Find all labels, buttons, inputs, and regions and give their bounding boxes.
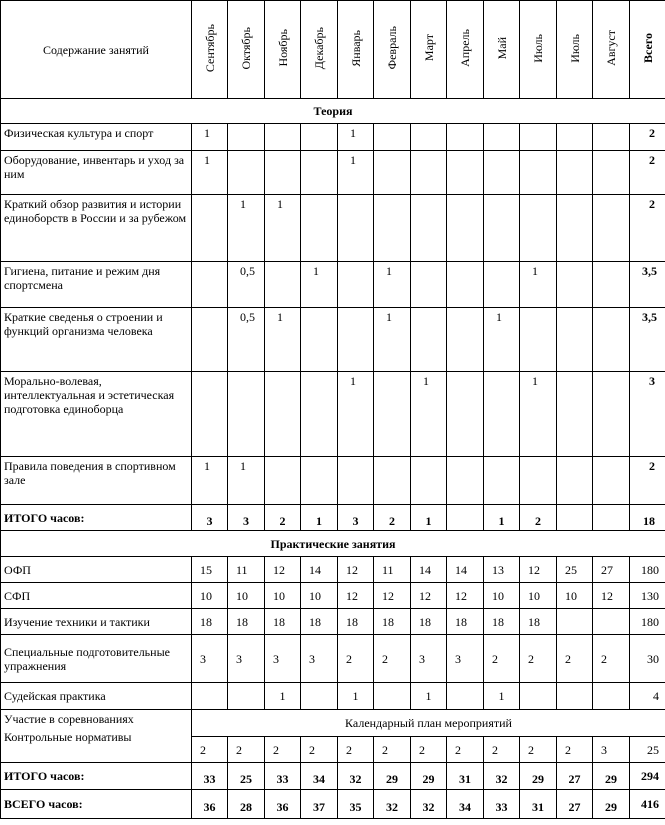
theory-title: Теория bbox=[1, 99, 665, 124]
table-row bbox=[1, 583, 665, 609]
cell-value: 2 bbox=[374, 737, 411, 763]
cell-value bbox=[228, 683, 265, 710]
table-row bbox=[1, 609, 665, 635]
cell-value: 18 bbox=[338, 609, 374, 635]
cell-value bbox=[301, 195, 338, 262]
cell-value bbox=[228, 124, 265, 151]
cell-value bbox=[520, 683, 557, 710]
month-header bbox=[374, 1, 411, 99]
cell-value: 3 bbox=[265, 635, 301, 683]
itogo-total: 18 bbox=[630, 505, 665, 531]
cell-value bbox=[411, 151, 447, 195]
table-row bbox=[1, 262, 665, 308]
cell-value bbox=[301, 151, 338, 195]
cell-value: 1 bbox=[338, 683, 374, 710]
itogo-value: 27 bbox=[557, 763, 593, 790]
cell-value: 1 bbox=[338, 372, 374, 457]
cell-value bbox=[301, 457, 338, 505]
month-label: Июль bbox=[567, 33, 582, 63]
theory-itogo-row bbox=[1, 505, 665, 531]
cell-value bbox=[411, 124, 447, 151]
cell-value bbox=[192, 683, 228, 710]
vsego-label: ВСЕГО часов: bbox=[1, 790, 192, 819]
row-total: 130 bbox=[630, 583, 665, 609]
cell-value bbox=[593, 683, 630, 710]
row-total: 3 bbox=[630, 372, 665, 457]
cell-value: 2 bbox=[265, 737, 301, 763]
cell-value bbox=[593, 151, 630, 195]
row-label: Специальные подготовительные упражнения bbox=[1, 635, 192, 683]
itogo-value: 29 bbox=[593, 763, 630, 790]
cell-value bbox=[520, 195, 557, 262]
cell-value: 10 bbox=[520, 583, 557, 609]
cell-value: 2 bbox=[557, 635, 593, 683]
itogo-value bbox=[557, 505, 593, 531]
cell-value: 2 bbox=[520, 635, 557, 683]
cell-value: 2 bbox=[520, 737, 557, 763]
total-header bbox=[630, 1, 665, 99]
cell-value bbox=[192, 262, 228, 308]
total-label: Всего bbox=[640, 33, 655, 63]
cell-value bbox=[447, 457, 484, 505]
itogo-value: 33 bbox=[265, 763, 301, 790]
cell-value bbox=[265, 457, 301, 505]
cell-value: 18 bbox=[374, 609, 411, 635]
cell-value: 1 bbox=[338, 124, 374, 151]
row-label: Правила поведения в спортивном зале bbox=[1, 457, 192, 505]
cell-value: 18 bbox=[520, 609, 557, 635]
cell-value: 14 bbox=[411, 557, 447, 583]
month-label: Апрель bbox=[458, 29, 472, 67]
cell-value bbox=[265, 151, 301, 195]
cell-value: 18 bbox=[265, 609, 301, 635]
vsego-value: 28 bbox=[228, 790, 265, 819]
cell-value: 2 bbox=[374, 635, 411, 683]
itogo-label: ИТОГО часов: bbox=[1, 505, 192, 531]
row-total: 25 bbox=[630, 737, 665, 763]
row-label: Морально-волевая, интеллектуальная и эстетическая подготовка единоборца bbox=[1, 372, 192, 457]
cell-value bbox=[374, 124, 411, 151]
vsego-value: 37 bbox=[301, 790, 338, 819]
cell-value bbox=[411, 195, 447, 262]
cell-value bbox=[557, 308, 593, 372]
cell-value: 10 bbox=[228, 583, 265, 609]
cell-value: 1 bbox=[374, 262, 411, 308]
cell-value bbox=[484, 262, 520, 308]
month-header bbox=[484, 1, 520, 99]
cell-value: 18 bbox=[228, 609, 265, 635]
header-row bbox=[1, 1, 665, 99]
itogo-value: 31 bbox=[447, 763, 484, 790]
cell-value bbox=[593, 308, 630, 372]
row-label: Краткий обзор развития и истории единоборств в России и за рубежом bbox=[1, 195, 192, 262]
cell-value: 2 bbox=[228, 737, 265, 763]
cell-value: 1 bbox=[484, 308, 520, 372]
cell-value: 25 bbox=[557, 557, 593, 583]
cell-value bbox=[447, 372, 484, 457]
row-total: 180 bbox=[630, 609, 665, 635]
table-row bbox=[1, 195, 665, 262]
cell-value bbox=[374, 372, 411, 457]
vsego-value: 36 bbox=[192, 790, 228, 819]
cell-value: 2 bbox=[593, 635, 630, 683]
cell-value bbox=[520, 457, 557, 505]
row-label: СФП bbox=[1, 583, 192, 609]
row-total: 3,5 bbox=[630, 262, 665, 308]
cell-value bbox=[265, 124, 301, 151]
cell-value: 11 bbox=[228, 557, 265, 583]
vsego-value: 34 bbox=[447, 790, 484, 819]
row-label: Судейская практика bbox=[1, 683, 192, 710]
month-label: Август bbox=[604, 30, 618, 66]
cell-value: 10 bbox=[557, 583, 593, 609]
itogo-value: 1 bbox=[484, 505, 520, 531]
cell-value bbox=[338, 262, 374, 308]
row-label: Изучение техники и тактики bbox=[1, 609, 192, 635]
cell-value: 12 bbox=[593, 583, 630, 609]
itogo-value: 3 bbox=[228, 505, 265, 531]
itogo-value: 33 bbox=[192, 763, 228, 790]
cell-value: 1 bbox=[484, 683, 520, 710]
month-header bbox=[447, 1, 484, 99]
cell-value bbox=[374, 683, 411, 710]
cell-value bbox=[557, 609, 593, 635]
cell-value: 18 bbox=[484, 609, 520, 635]
month-label: Май bbox=[494, 36, 509, 60]
row-total: 2 bbox=[630, 124, 665, 151]
table-row bbox=[1, 635, 665, 683]
month-header bbox=[265, 1, 301, 99]
cell-value bbox=[374, 195, 411, 262]
cell-value bbox=[192, 195, 228, 262]
cell-value: 18 bbox=[411, 609, 447, 635]
cell-value bbox=[411, 308, 447, 372]
vsego-value: 29 bbox=[593, 790, 630, 819]
cell-value bbox=[484, 195, 520, 262]
itogo-value bbox=[593, 505, 630, 531]
vsego-value: 27 bbox=[557, 790, 593, 819]
cell-value: 0,5 bbox=[228, 262, 265, 308]
competitions-row bbox=[1, 710, 665, 737]
itogo-value: 3 bbox=[338, 505, 374, 531]
theory-section-row bbox=[1, 99, 665, 124]
itogo-value: 2 bbox=[520, 505, 557, 531]
cell-value: 1 bbox=[192, 151, 228, 195]
cell-value bbox=[484, 457, 520, 505]
month-label: Октябрь bbox=[239, 26, 253, 70]
row-total: 3,5 bbox=[630, 308, 665, 372]
cell-value bbox=[557, 151, 593, 195]
cell-value: 12 bbox=[520, 557, 557, 583]
cell-value bbox=[520, 124, 557, 151]
control-norms-label: Контрольные нормативы bbox=[4, 730, 132, 744]
cell-value bbox=[265, 372, 301, 457]
cell-value bbox=[593, 195, 630, 262]
row-label: Краткие сведенья о строении и функций организма человека bbox=[1, 308, 192, 372]
vsego-total: 416 bbox=[630, 790, 665, 819]
cell-value: 12 bbox=[338, 583, 374, 609]
competitions-label: Участие в соревнованиях bbox=[4, 712, 134, 726]
row-total: 4 bbox=[630, 683, 665, 710]
row-total: 30 bbox=[630, 635, 665, 683]
cell-value: 10 bbox=[192, 583, 228, 609]
cell-value: 1 bbox=[520, 372, 557, 457]
cell-value: 2 bbox=[557, 737, 593, 763]
table-row bbox=[1, 557, 665, 583]
cell-value: 1 bbox=[228, 457, 265, 505]
cell-value: 2 bbox=[411, 737, 447, 763]
itogo-value: 32 bbox=[338, 763, 374, 790]
cell-value bbox=[447, 124, 484, 151]
cell-value bbox=[593, 124, 630, 151]
cell-value: 14 bbox=[301, 557, 338, 583]
cell-value bbox=[338, 308, 374, 372]
cell-value bbox=[301, 683, 338, 710]
vsego-value: 32 bbox=[374, 790, 411, 819]
cell-value: 15 bbox=[192, 557, 228, 583]
cell-value: 12 bbox=[447, 583, 484, 609]
month-header bbox=[228, 1, 265, 99]
cell-value: 1 bbox=[301, 262, 338, 308]
cell-value bbox=[593, 457, 630, 505]
cell-value: 2 bbox=[447, 737, 484, 763]
itogo-value: 2 bbox=[374, 505, 411, 531]
cell-value: 1 bbox=[411, 372, 447, 457]
cell-value: 1 bbox=[411, 683, 447, 710]
cell-value: 14 bbox=[447, 557, 484, 583]
vsego-value: 31 bbox=[520, 790, 557, 819]
cell-value bbox=[557, 683, 593, 710]
cell-value: 2 bbox=[484, 737, 520, 763]
cell-value: 12 bbox=[374, 583, 411, 609]
cell-value bbox=[593, 262, 630, 308]
cell-value: 2 bbox=[301, 737, 338, 763]
cell-value bbox=[557, 124, 593, 151]
cell-value: 3 bbox=[593, 737, 630, 763]
cell-value bbox=[228, 151, 265, 195]
cell-value: 3 bbox=[192, 635, 228, 683]
cell-value: 1 bbox=[228, 195, 265, 262]
cell-value: 18 bbox=[192, 609, 228, 635]
cell-value: 3 bbox=[301, 635, 338, 683]
itogo-value: 25 bbox=[228, 763, 265, 790]
table-row bbox=[1, 372, 665, 457]
cell-value bbox=[447, 308, 484, 372]
cell-value bbox=[411, 457, 447, 505]
cell-value: 10 bbox=[265, 583, 301, 609]
cell-value bbox=[557, 457, 593, 505]
row-total: 180 bbox=[630, 557, 665, 583]
table-row bbox=[1, 683, 665, 710]
cell-value bbox=[593, 372, 630, 457]
cell-value: 27 bbox=[593, 557, 630, 583]
cell-value: 18 bbox=[447, 609, 484, 635]
month-header bbox=[411, 1, 447, 99]
table-row bbox=[1, 124, 665, 151]
cell-value bbox=[192, 372, 228, 457]
cell-value: 1 bbox=[374, 308, 411, 372]
table-row bbox=[1, 151, 665, 195]
cell-value: 1 bbox=[192, 124, 228, 151]
cell-value: 0,5 bbox=[228, 308, 265, 372]
row-label: Оборудование, инвентарь и уход за ним bbox=[1, 151, 192, 195]
practice-title: Практические занятия bbox=[1, 531, 665, 557]
vsego-value: 36 bbox=[265, 790, 301, 819]
itogo-total: 294 bbox=[630, 763, 665, 790]
cell-value bbox=[557, 195, 593, 262]
cell-value: 1 bbox=[520, 262, 557, 308]
cell-value bbox=[447, 683, 484, 710]
row-label: ОФП bbox=[1, 557, 192, 583]
month-label: Июль bbox=[531, 33, 545, 63]
calendar-plan: Календарный план мероприятий bbox=[192, 710, 665, 737]
month-label: Сентябрь bbox=[202, 23, 217, 73]
cell-value bbox=[520, 151, 557, 195]
itogo-value: 29 bbox=[520, 763, 557, 790]
practice-section-row bbox=[1, 531, 665, 557]
cell-value bbox=[520, 308, 557, 372]
row-label: Гигиена, питание и режим дня спортсмена bbox=[1, 262, 192, 308]
month-header bbox=[557, 1, 593, 99]
cell-value bbox=[374, 457, 411, 505]
month-label: Январь bbox=[348, 29, 363, 67]
cell-value bbox=[484, 372, 520, 457]
cell-value bbox=[447, 262, 484, 308]
content-header: Содержание занятий bbox=[1, 1, 192, 99]
row-total: 2 bbox=[630, 151, 665, 195]
cell-value bbox=[411, 262, 447, 308]
cell-value: 18 bbox=[301, 609, 338, 635]
row-total: 2 bbox=[630, 457, 665, 505]
vsego-value: 33 bbox=[484, 790, 520, 819]
cell-value: 3 bbox=[411, 635, 447, 683]
cell-value bbox=[338, 195, 374, 262]
cell-value bbox=[557, 372, 593, 457]
cell-value: 2 bbox=[192, 737, 228, 763]
cell-value: 12 bbox=[411, 583, 447, 609]
table-row bbox=[1, 457, 665, 505]
cell-value bbox=[338, 457, 374, 505]
cell-value bbox=[447, 151, 484, 195]
row-total: 2 bbox=[630, 195, 665, 262]
itogo-value: 3 bbox=[192, 505, 228, 531]
cell-value: 3 bbox=[447, 635, 484, 683]
itogo-value: 29 bbox=[411, 763, 447, 790]
cell-value bbox=[484, 151, 520, 195]
itogo-label: ИТОГО часов: bbox=[1, 763, 192, 790]
vsego-value: 32 bbox=[411, 790, 447, 819]
month-header bbox=[301, 1, 338, 99]
cell-value: 3 bbox=[228, 635, 265, 683]
competitions-label-cell bbox=[1, 710, 192, 763]
practice-itogo-row bbox=[1, 763, 665, 790]
cell-value: 1 bbox=[265, 308, 301, 372]
itogo-value: 32 bbox=[484, 763, 520, 790]
cell-value bbox=[228, 372, 265, 457]
cell-value bbox=[593, 609, 630, 635]
cell-value: 12 bbox=[338, 557, 374, 583]
practice-vsego-row bbox=[1, 790, 665, 819]
cell-value: 1 bbox=[265, 683, 301, 710]
cell-value: 10 bbox=[484, 583, 520, 609]
cell-value bbox=[301, 372, 338, 457]
cell-value: 1 bbox=[192, 457, 228, 505]
month-header bbox=[192, 1, 228, 99]
cell-value bbox=[265, 262, 301, 308]
itogo-value bbox=[447, 505, 484, 531]
itogo-value: 1 bbox=[411, 505, 447, 531]
vsego-value: 35 bbox=[338, 790, 374, 819]
cell-value bbox=[484, 124, 520, 151]
cell-value: 10 bbox=[301, 583, 338, 609]
table-row bbox=[1, 308, 665, 372]
cell-value: 2 bbox=[338, 737, 374, 763]
month-header bbox=[520, 1, 557, 99]
cell-value bbox=[557, 262, 593, 308]
cell-value: 2 bbox=[338, 635, 374, 683]
itogo-value: 1 bbox=[301, 505, 338, 531]
cell-value: 1 bbox=[265, 195, 301, 262]
cell-value bbox=[301, 308, 338, 372]
cell-value bbox=[447, 195, 484, 262]
month-label: Февраль bbox=[385, 26, 399, 70]
itogo-value: 2 bbox=[265, 505, 301, 531]
cell-value: 12 bbox=[265, 557, 301, 583]
cell-value: 1 bbox=[338, 151, 374, 195]
cell-value: 11 bbox=[374, 557, 411, 583]
cell-value: 13 bbox=[484, 557, 520, 583]
row-label: Физическая культура и спорт bbox=[1, 124, 192, 151]
month-header bbox=[593, 1, 630, 99]
itogo-value: 34 bbox=[301, 763, 338, 790]
month-label: Ноябрь bbox=[275, 29, 290, 67]
month-label: Декабрь bbox=[312, 26, 326, 70]
itogo-value: 29 bbox=[374, 763, 411, 790]
cell-value bbox=[301, 124, 338, 151]
month-header bbox=[338, 1, 374, 99]
cell-value bbox=[192, 308, 228, 372]
cell-value bbox=[374, 151, 411, 195]
cell-value: 2 bbox=[484, 635, 520, 683]
month-label: Март bbox=[421, 34, 436, 62]
